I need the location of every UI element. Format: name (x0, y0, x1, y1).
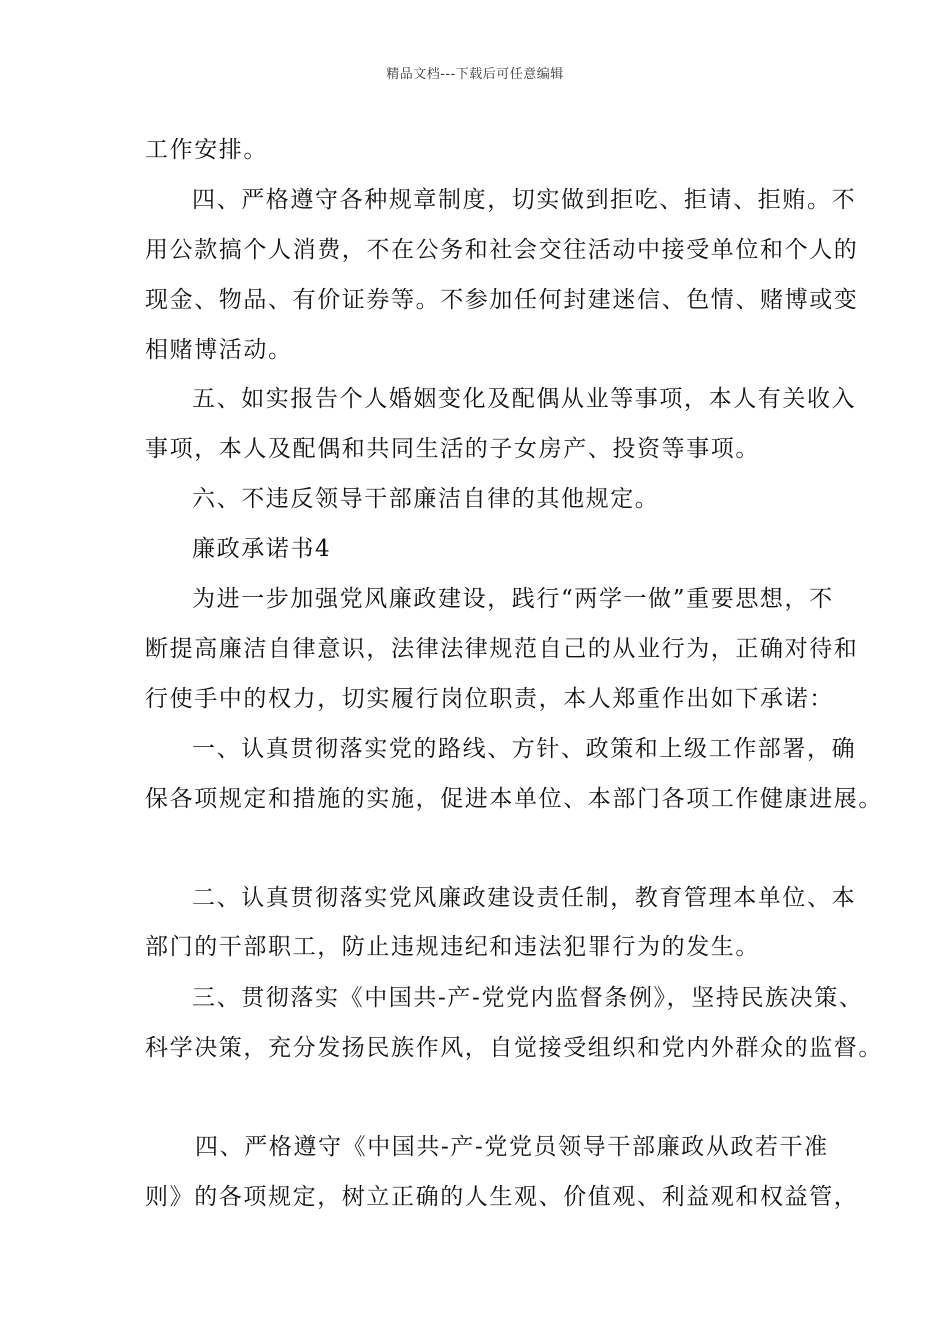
section-title: 廉政承诺书4 (192, 536, 332, 562)
page-header: 精品文档---下载后可任意编辑 (386, 67, 564, 82)
body-line-15: 二、认真贯彻落实党风廉政建设责任制，教育管理本单位、本 (192, 885, 857, 911)
body-line-3: 用公款搞个人消费，不在公务和社会交往活动中接受单位和个人的 (145, 237, 859, 263)
body-line-5: 相赌博活动。 (145, 337, 293, 363)
body-line-16: 部门的干部职工，防止违规违纪和违法犯罪行为的发生。 (145, 934, 760, 960)
body-line-2: 四、严格遵守各种规章制度，切实做到拒吃、拒请、拒贿。不 (192, 187, 857, 213)
body-line-7: 事项，本人及配偶和共同生活的子女房产、投资等事项。 (145, 436, 760, 462)
body-line-12: 行使手中的权力，切实履行岗位职责，本人郑重作出如下承诺： (145, 686, 834, 712)
body-line-13: 一、认真贯彻落实党的路线、方针、政策和上级工作部署，确 (192, 736, 857, 762)
body-line-1: 工作安排。 (145, 137, 268, 163)
body-line-18: 科学决策，充分发扬民族作风，自觉接受组织和党内外群众的监督。 (145, 1035, 883, 1061)
body-line-6: 五、如实报告个人婚姻变化及配偶从业等事项，本人有关收入 (192, 386, 857, 412)
body-line-14: 保各项规定和措施的实施，促进本单位、本部门各项工作健康进展。 (145, 786, 883, 812)
body-line-4: 现金、物品、有价证券等。不参加任何封建迷信、色情、赌博或变 (145, 287, 859, 313)
body-line-10: 为进一步加强党风廉政建设，践行“两学一做”重要思想，不 (192, 586, 834, 612)
body-line-8: 六、不违反领导干部廉洁自律的其他规定。 (192, 486, 660, 512)
body-line-17: 三、贯彻落实《中国共-产-党党内监督条例》，坚持民族决策、 (192, 985, 864, 1011)
body-line-19: 四、严格遵守《中国共-产-党党员领导干部廉政从政若干准 (195, 1134, 829, 1160)
body-line-20: 则》的各项规定，树立正确的人生观、价值观、利益观和权益管， (145, 1184, 859, 1210)
body-line-11: 断提高廉洁自律意识，法律法律规范自己的从业行为，正确对待和 (145, 636, 859, 662)
